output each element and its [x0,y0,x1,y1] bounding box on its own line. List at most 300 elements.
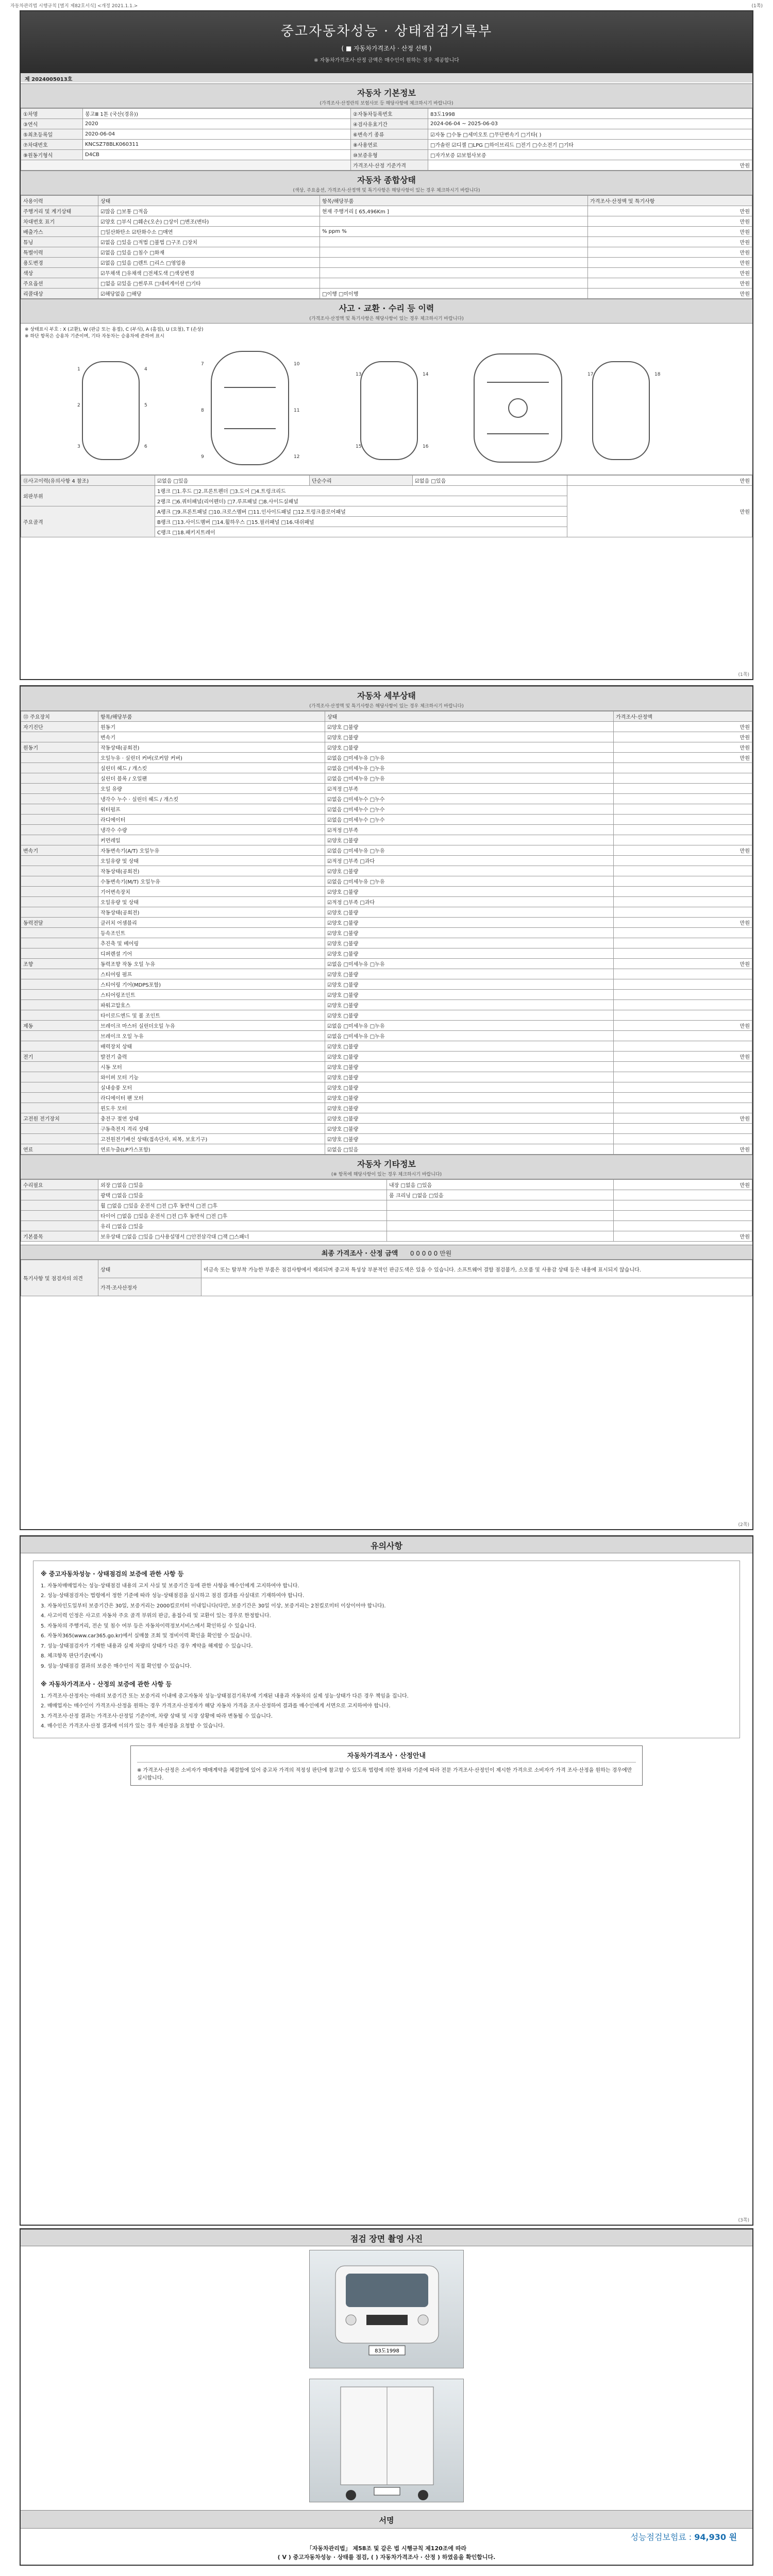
field-label: ⑦차대번호 [21,140,83,150]
price-value: 만원 [588,258,752,268]
diagram-number-label: 18 [654,372,661,377]
part-label: 와이퍼 모터 기능 [98,1072,325,1082]
final-price-bar [21,1245,752,1260]
notice-body [33,1561,740,1738]
part-label: 브레이크 마스터 실린더오일 누유 [98,1021,325,1031]
basic-info-row [21,119,752,129]
device-label: 자기진단 [21,722,98,732]
price-value: 만원 [588,289,752,299]
state-value: ☑없음 □미세누유 □누유 [325,753,614,763]
notice-item: 3. 자동차인도일부터 보증기간은 30일, 보증거리는 2000킬로미터 이내입니다(다만, 보증기간은 30일 이상, 보증거리는 2천킬로미터 이상이어야 합니다). [41,1603,386,1609]
item-value: 내장 □없음 □있음 [387,1180,614,1190]
other-info-table [21,1179,752,1242]
col-header: 사용이력 [21,196,98,206]
device-label [21,969,98,979]
general-state-row [21,216,752,227]
state-value: ☑많음 □보통 □적음 [98,206,320,216]
diagram-number-label: 4 [144,367,147,372]
form-header-line [10,2,763,9]
item-value [387,1231,614,1242]
rank1-row: 1랭크 □1.후드 □2.프론트펜더 □3.도어 □4.트렁크리드 [155,486,567,496]
price-value: 만원 [614,732,752,742]
diagram-number-label: 16 [423,444,429,449]
item-value [387,1221,614,1231]
notice-item: 7. 성능·상태점검자가 기재한 내용과 실제 차량의 상태가 다른 경우 계약을 해제할 수 있습니다. [41,1643,253,1649]
price-value: 만원 [588,206,752,216]
legend-line: ※ 하단 항목은 승용차 기준이며, 기타 자동차는 승용차에 준하여 표시 [25,334,164,339]
notice-item: 4. 매수인은 가격조사·산정 결과에 이의가 있는 경우 재산정을 요청할 수 있습니다. [41,1723,225,1730]
field-value: KNCSZ78BLK060311 [83,140,351,150]
field-label: ⑩보증유형 [351,150,428,160]
part-label: 오일유량 및 상태 [98,856,325,866]
item-label: 용도변경 [21,258,98,268]
price-value [614,1190,752,1200]
state-value: ☑양호 □불량 [325,1124,614,1134]
item-value: 타이어 □없음 □있음 운전석 □전 □후 동반석 □전 □후 [98,1211,387,1221]
item-label: 주요옵션 [21,278,98,289]
item-value: 룸 크리닝 □없음 □있음 [387,1190,614,1200]
truck-front-image [310,2250,464,2369]
col-header: 항목/해당부품 [98,711,325,722]
state-value: ☑해당없음 □해당 [98,289,320,299]
document-header [21,11,752,73]
part-label: 스티어링 펌프 [98,969,325,979]
notice-item: 2. 매매업자는 매수인이 가격조사·산정을 원하는 경우 가격조사·산정자가 해당 자동차 가격을 조사·산정하여 결과를 매수인에게 서면으로 고지하여야 합니다. [41,1703,391,1709]
detail-state-row [21,1052,752,1062]
diagram-number-label: 12 [294,454,300,460]
part-value [320,278,588,289]
detail-state-row [21,722,752,732]
accident-answer: ☑없음 □있음 [155,476,310,486]
price-value: 만원 [614,918,752,928]
price-basis-cell [21,160,351,171]
item-value: 외장 □없음 □있음 [98,1180,387,1190]
part-value [320,247,588,258]
state-value: ☑없음 □있음 □렌트 □리스 □영업용 [98,258,320,268]
section-detail-state [21,686,752,711]
main-frame-label: 주요골격 [21,506,155,537]
page-number: (1쪽) [738,672,749,677]
detail-state-row [21,856,752,866]
section-accident-history [21,299,752,324]
state-value: ☑적정 □부족 [325,825,614,835]
state-value: ☑양호 □불량 [325,1113,614,1124]
notice-item: 9. 성능·상태점검 결과의 보증은 매수인이 직접 확인할 수 있습니다. [41,1663,192,1669]
outer-panel-label: 외판부위 [21,486,155,506]
state-value: ☑없음 □미세누수 □누수 [325,794,614,804]
state-value: ☑양호 □부식 □훼손(오손) □상이 □변조(변타) [98,216,320,227]
state-value: ☑적정 □부족 □과다 [325,856,614,866]
field-value: □자가보증 ☑보험사보증 [428,150,752,160]
detail-state-row [21,1103,752,1113]
other-info-row [21,1180,752,1190]
price-value: 만원 [588,247,752,258]
price-value [614,1211,752,1221]
state-value: ☑양호 □불량 [325,887,614,897]
part-label: 냉각수 수량 [98,825,325,835]
price-value [614,784,752,794]
price-value: 만원 [588,278,752,289]
part-value [320,216,588,227]
final-price-value: 0 0 0 0 0 만원 [410,1250,452,1257]
part-label: 스티어링조인트 [98,990,325,1000]
field-value: 봉고Ⅲ 1톤 (국산(경유)) [83,109,351,119]
detail-state-row [21,979,752,990]
device-label [21,1093,98,1103]
part-label: 윈도우 모터 [98,1103,325,1113]
price-value: 만원 [588,237,752,247]
appraisal-guide-box [130,1745,643,1786]
price-value: 만원 [614,1180,752,1190]
other-info-row [21,1221,752,1231]
page-1 [20,10,753,680]
state-value: ☑양호 □불량 [325,835,614,845]
notice-item: 4. 사고이력 인정은 사고로 자동차 주요 골격 부위의 판금, 용접수리 및 교환이 있는 경우로 한정합니다. [41,1613,271,1619]
part-label: 등속조인트 [98,928,325,938]
simple-repair-question: 단순수리 [310,476,413,486]
state-value: ☑양호 □불량 [325,1093,614,1103]
price-value [614,1124,752,1134]
part-label: 파워고압호스 [98,1000,325,1010]
car-rear-view [593,362,649,460]
detail-state-row [21,753,752,763]
price-basis-unit: 만원 [428,160,752,171]
item-label: 리콜대상 [21,289,98,299]
detail-state-row [21,804,752,815]
price-value: 만원 [588,268,752,278]
part-label: 오일유량 및 상태 [98,897,325,907]
device-label [21,856,98,866]
part-label: 라디에이터 팬 모터 [98,1093,325,1103]
car-top-view [211,351,289,465]
insurance-fee [630,2531,737,2543]
simple-repair-answer: ☑없음 □있음 [413,476,567,486]
price-value [614,979,752,990]
device-label [21,907,98,918]
accident-legend [21,324,752,341]
state-value: ☑양호 □불량 [325,1052,614,1062]
section-photos [21,2229,752,2246]
part-label: 배력장치 상태 [98,1041,325,1052]
diagram-number-label: 10 [294,362,300,367]
state-value: ☑없음 □미세누유 □누유 [325,763,614,773]
part-value [320,237,588,247]
item-value [387,1211,614,1221]
state-value: ☑없음 □있음 [325,1144,614,1155]
device-label [21,794,98,804]
detail-state-row [21,763,752,773]
general-state-row [21,268,752,278]
notice-item: 5. 자동차의 주행거리, 전손 및 침수 여부 등은 자동차이력정보서비스에서 확인하실 수 있습니다. [41,1623,256,1629]
price-value [614,773,752,784]
item-label: 주행거리 및 계기상태 [21,206,98,216]
part-label: 오일누유 · 실린더 커버(로커암 커버) [98,753,325,763]
detail-state-row [21,918,752,928]
final-price-label: 최종 가격조사 · 산정 금액 [321,1250,398,1258]
notice-heading: ※ 자동차가격조사 · 산정의 보증에 관한 사항 등 [41,1681,172,1688]
state-value: ☑없음 □있음 □침수 □화재 [98,247,320,258]
price-value [614,928,752,938]
price-value: 만원 [588,216,752,227]
device-label [21,979,98,990]
device-label [21,815,98,825]
device-label [21,1000,98,1010]
state-value: ☑양호 □불량 [325,722,614,732]
price-value [614,1041,752,1052]
section-title: 사고 · 교환 · 수리 등 이력 [339,303,434,313]
inspector-opinion-label: 상태 [98,1260,201,1278]
detail-state-row [21,959,752,969]
device-label: 고전원 전기장치 [21,1113,98,1124]
price-value [614,1221,752,1231]
price-value [614,825,752,835]
group-label [21,1211,98,1221]
part-label: 라디에이터 [98,815,325,825]
state-value: ☑양호 □불량 [325,866,614,876]
field-value: D4CB [83,150,351,160]
detail-state-row [21,1113,752,1124]
section-subtitle: (색상, 주요옵션, 가격조사·산정액 및 특기사항은 해당사항이 있는 경우 체크하시기 바랍니다) [293,188,480,193]
confirmation-text [21,2545,752,2562]
detail-state-row [21,948,752,959]
price-value [614,815,752,825]
appraisal-guide-title: 자동차가격조사 · 산정안내 [137,1750,636,1762]
field-label: ⑥변속기 종류 [351,129,428,140]
detail-state-row [21,928,752,938]
other-info-row [21,1211,752,1221]
diagram-number-label: 3 [77,444,80,449]
item-value: 유리 □없음 □있음 [98,1221,387,1231]
diagram-number-label: 5 [144,403,147,408]
part-value: % ppm % [320,227,588,237]
state-value: ☑없음 □미세누유 □누유 [325,1021,614,1031]
price-value [614,804,752,815]
car-right-view [361,362,417,460]
truck-rear-image [310,2379,464,2503]
device-label: 변속기 [21,845,98,856]
notice-item: 1. 자동차매매업자는 성능·상태점검 내용의 고지 사실 및 보증기간 등에 관한 사항을 매수인에게 고지하여야 합니다. [41,1583,299,1589]
device-label [21,990,98,1000]
detail-state-row [21,845,752,856]
diagram-number-label: 7 [201,362,204,367]
basic-info-table [21,108,752,171]
notice-item: 1. 가격조사·산정자는 아래의 보증기간 또는 보증거리 이내에 중고자동차 성능·상태점검기록부에 기재된 내용과 자동차의 실제 성능·상태가 다른 경우 책임을 집니다. [41,1693,409,1699]
state-value: ☑적정 □부족 [325,784,614,794]
diagram-number-label: 1 [77,367,80,372]
car-frame-view [474,354,562,462]
detail-state-row [21,876,752,887]
basic-info-row [21,109,752,119]
insurance-fee-label: 성능점검보험료 : [630,2532,695,2542]
field-label: ②자동차등록번호 [351,109,428,119]
device-label [21,938,98,948]
part-label: 기어변속장치 [98,887,325,897]
device-label [21,1134,98,1144]
detail-state-row [21,1093,752,1103]
col-header: ⑬ 주요장치 [21,711,98,722]
state-value: ☑없음 □미세누유 □누유 [325,845,614,856]
general-state-row [21,258,752,268]
general-state-row [21,247,752,258]
price-value [614,990,752,1000]
part-label: 냉각수 누수 · 실린더 헤드 / 개스킷 [98,794,325,804]
part-label: 커먼레일 [98,835,325,845]
item-value [387,1200,614,1211]
legend-line: ※ 상태표시 부호 : X (교환), W (판금 또는 용접), C (부식), A (흠집), U (요철), T (손상) [25,327,204,332]
basic-info-row [21,129,752,140]
section-title: 자동차 종합상태 [357,175,416,185]
price-value [614,907,752,918]
state-value: ☑적정 □부족 □과다 [325,897,614,907]
price-value [614,948,752,959]
part-label: 연료누출(LP가스포함) [98,1144,325,1155]
device-label [21,784,98,794]
rankC-row: C랭크 □18.패키지트레이 [155,527,567,537]
price-value [614,938,752,948]
general-state-table [21,195,752,299]
notice-heading: ※ 중고자동차성능 · 상태점검의 보증에 관한 사항 등 [41,1570,184,1578]
field-value: □가솔린 ☑디젤 □LPG □하이브리드 □전기 □수소전기 □기타 [428,140,752,150]
device-label [21,1041,98,1052]
price-value: 만원 [588,227,752,237]
rankA-row: A랭크 □9.프론트패널 □10.크로스멤버 □11.인사이드패널 □12.트렁크플로어패널 [155,506,567,517]
detail-state-row [21,815,752,825]
device-label: 제동 [21,1021,98,1031]
field-value: 2020 [83,119,351,129]
price-value [614,794,752,804]
device-label [21,753,98,763]
device-label [21,1062,98,1072]
car-left-view [82,362,139,460]
form-law-reference: 자동차관리법 시행규칙 [별지 제82호서식] <개정 2021.1.1.> [10,4,138,9]
other-info-row [21,1190,752,1200]
part-label: 발전기 출력 [98,1052,325,1062]
item-value: 보유상태 □없음 □있음 □사용설명서 □안전삼각대 □잭 □스패너 [98,1231,387,1242]
item-label: 배출가스 [21,227,98,237]
price-value [614,1200,752,1211]
diagram-number-label: 2 [77,403,80,408]
price-value: 만원 [614,1021,752,1031]
price-value [614,1082,752,1093]
part-label: 작동상태(공회전) [98,907,325,918]
section-subtitle: (※ 항목에 해당사항이 있는 경우 체크하시기 바랍니다) [331,1172,442,1177]
price-value [614,1062,752,1072]
state-value: ☑양호 □불량 [325,990,614,1000]
device-label: 조향 [21,959,98,969]
price-value [614,835,752,845]
detail-state-row [21,835,752,845]
state-value: ☑없음 □미세누수 □누수 [325,815,614,825]
price-value: 만원 [614,1231,752,1242]
diagram-number-label: 6 [144,444,147,449]
general-state-row [21,237,752,247]
section-title: 자동차 세부상태 [357,691,416,701]
part-label: 타이로드엔드 및 볼 조인트 [98,1010,325,1021]
detail-state-row [21,1062,752,1072]
detail-state-row [21,825,752,835]
item-label: 색상 [21,268,98,278]
appraisal-guide-text: ※ 가격조사·산정은 소비자가 매매계약을 체결함에 있어 중고차 가격의 적정성 판단에 참고할 수 있도록 법령에 의한 절차와 기준에 따라 전문 가격조사·산정인이 제시한 가격으로 소비자가 가격 조사·산정을 원하는 경우에만 실시합니다. [137,1767,632,1781]
state-value: □일산화탄소 ☑탄화수소 □매연 [98,227,320,237]
rear-photo [309,2379,464,2502]
detail-state-row [21,784,752,794]
detail-state-row [21,897,752,907]
part-label: 원동기 [98,722,325,732]
section-title: 점검 장면 촬영 사진 [350,2234,423,2244]
price-value [614,1010,752,1021]
confirmation-line: ( V ) 중고자동차성능 · 상태를 점검, ( ) 자동차가격조사 · 산정 ) 하였음을 확인합니다. [277,2553,496,2561]
diagram-number-label: 9 [201,454,204,460]
price-value [614,763,752,773]
section-subtitle: (가격조사·산정액 및 특기사항은 해당사항이 있는 경우 체크하시기 바랍니다) [309,704,464,709]
detail-state-row [21,1041,752,1052]
device-label [21,1010,98,1021]
device-label [21,928,98,938]
price-value [614,856,752,866]
page-number: (2쪽) [738,1522,749,1528]
state-value: ☑양호 □불량 [325,742,614,753]
field-label: ⑧사용연료 [351,140,428,150]
device-label: 전기 [21,1052,98,1062]
detail-state-row [21,1124,752,1134]
device-label [21,876,98,887]
state-value: ☑양호 □불량 [325,918,614,928]
item-label: 튜닝 [21,237,98,247]
price-basis-label: 가격조사·산정 기준가격 [351,160,428,171]
group-label [21,1221,98,1231]
field-value: 83도1998 [428,109,752,119]
notice-item: 2. 성능·상태점검자는 법령에서 정한 기준에 따라 성능·상태점검을 실시하고 점검 결과를 사실대로 기재하여야 합니다. [41,1593,305,1599]
part-label: 워터펌프 [98,804,325,815]
price-value: 만원 [614,742,752,753]
device-label [21,1031,98,1041]
detail-state-row [21,1144,752,1155]
state-value: ☑양호 □불량 [325,732,614,742]
section-subtitle: (가격조사·산정액 및 특기사항은 해당사항이 있는 경우 체크하시기 바랍니다) [309,316,464,321]
price-value: 만원 [614,1144,752,1155]
field-label: ⑨원동기형식 [21,150,83,160]
price-value: 만원 [614,722,752,732]
section-title: 자동차 기본정보 [357,88,416,98]
part-label: 충전구 절연 상태 [98,1113,325,1124]
front-photo [309,2250,464,2368]
part-label: 브레이크 오일 누유 [98,1031,325,1041]
page-number: (3쪽) [738,2218,749,2223]
detail-state-row [21,866,752,876]
detail-state-row [21,887,752,897]
detail-state-row [21,990,752,1000]
item-value: 휠 □없음 □있음 운전석 □전 □후 동반석 □전 □후 [98,1200,387,1211]
part-label: 추진축 및 베어링 [98,938,325,948]
general-state-row [21,278,752,289]
device-label [21,897,98,907]
part-label: 시동 모터 [98,1062,325,1072]
part-label: 오일 유량 [98,784,325,794]
car-outline-svg [21,341,752,472]
part-value: 현재 주행거리 [ 65,496Km ] [320,206,588,216]
special-notes-text: 비금속 또는 탈부착 가능한 부품은 점검사항에서 제외되며 중고차 특성상 부분적인 판금도색은 있을 수 있습니다. 소프트웨어 결함 점검불가, 소모품 및 사용감 상태 등은 내용에 표시되지 않습니다. [201,1260,752,1278]
device-label [21,948,98,959]
state-value: ☑양호 □불량 [325,1000,614,1010]
other-info-row [21,1200,752,1211]
state-value: ☑양호 □불량 [325,979,614,990]
other-info-row [21,1231,752,1242]
special-notes-table [21,1260,752,1296]
diagram-number-label: 13 [356,372,362,377]
price-value [614,1103,752,1113]
detail-state-row [21,1072,752,1082]
state-value: ☑양호 □불량 [325,1082,614,1093]
